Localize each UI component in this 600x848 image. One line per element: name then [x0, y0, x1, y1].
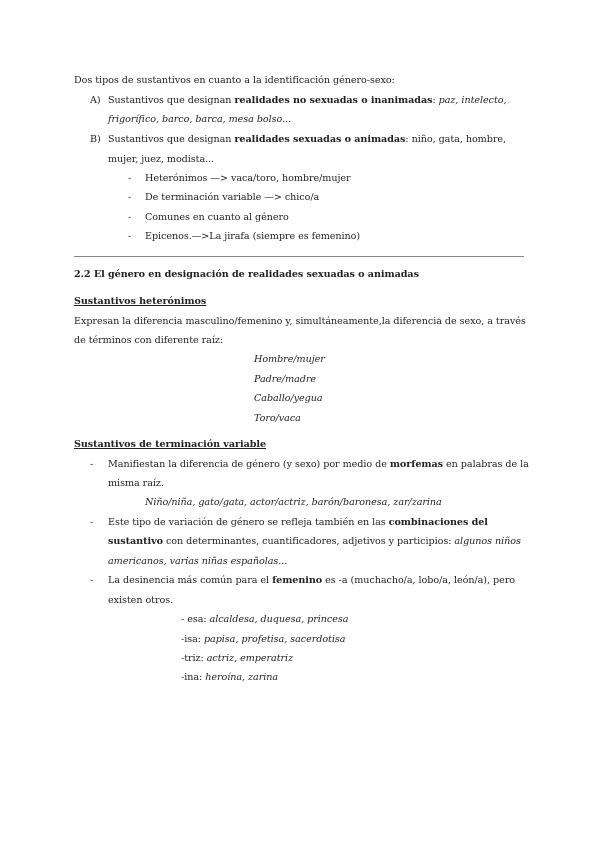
intro-line: Dos tipos de sustantivos en cuanto a la identificación género-sexo: — [74, 75, 395, 86]
variable-bullet-2-cont — [108, 535, 521, 548]
sub-item: Comunes en cuanto al género — [145, 212, 289, 223]
list-item-a-examples-cont: frigorífico, barco, barca, mesa bolso... — [108, 114, 292, 125]
variable-bullet-1-cont: misma raíz. — [108, 478, 164, 489]
suffix-label: -isa: — [181, 634, 204, 645]
sub-item: De terminación variable —> chico/a — [145, 192, 320, 203]
suffix-label: -ina: — [181, 672, 206, 683]
variable-title: Sustantivos de terminación variable — [74, 439, 267, 450]
variable-bullet-3-post: es -a (muchacho/a, lobo/a, león/a), pero — [322, 575, 515, 586]
variable-bullet-2-bold: combinaciones del — [388, 517, 488, 528]
list-item-b — [108, 133, 506, 146]
suffix-label: -triz: — [181, 653, 207, 664]
variable-bullet-3-bold: femenino — [272, 575, 323, 586]
suffix-row — [181, 652, 293, 665]
variable-bullet-1-examples: Niño/niña, gato/gata, actor/actriz, barón/baronesa, zar/zarina — [145, 497, 442, 508]
dash-marker: - — [90, 459, 94, 470]
suffix-row — [181, 613, 348, 626]
heteronimo-example: Caballo/yegua — [254, 393, 323, 404]
variable-bullet-2-pre: Este tipo de variación de género se refleja también en las — [108, 517, 389, 528]
sub-item: Epicenos.—>La jirafa (siempre es femenino) — [145, 231, 361, 242]
variable-bullet-1-pre: Manifiestan la diferencia de género (y sexo) por medio de — [108, 459, 390, 470]
suffix-examples: heroína, zarina — [205, 672, 279, 683]
heteronimo-example: Padre/madre — [254, 374, 317, 385]
suffix-row — [181, 633, 345, 646]
dash-marker: - — [90, 517, 94, 528]
variable-bullet-3 — [108, 574, 515, 587]
dash-marker: - — [128, 173, 132, 184]
suffix-label: - esa: — [181, 614, 210, 625]
list-marker-b: B) — [90, 134, 101, 145]
variable-bullet-3-cont: existen otros. — [108, 595, 174, 606]
suffix-examples: alcaldesa, duquesa, princesa — [209, 614, 349, 625]
list-item-a-colon: : — [432, 95, 439, 106]
section-heading: 2.2 El género en designación de realidades sexuadas o animadas — [74, 269, 419, 280]
list-item-b-pre: Sustantivos que designan — [108, 134, 235, 145]
dash-marker: - — [90, 575, 94, 586]
list-item-a-examples: paz, intelecto, — [438, 95, 507, 106]
dash-marker: - — [128, 212, 132, 223]
sub-item: Heterónimos —> vaca/toro, hombre/mujer — [145, 173, 351, 184]
list-marker-a: A) — [90, 95, 101, 106]
heteronimos-text: Expresan la diferencia masculino/femenino y, simultáneamente,la diferencia de sexo, a través — [74, 316, 526, 327]
list-item-b-bold: realidades sexuadas o animadas — [234, 134, 406, 145]
variable-bullet-1 — [108, 458, 529, 471]
variable-bullet-1-bold: morfemas — [389, 459, 444, 470]
list-item-a — [108, 94, 507, 107]
heteronimos-text-cont: de términos con diferente raíz: — [74, 335, 224, 346]
heteronimos-title: Sustantivos heterónimos — [74, 296, 207, 307]
list-item-b-cont: mujer, juez, modista... — [108, 154, 215, 165]
heteronimo-example: Hombre/mujer — [254, 354, 325, 365]
variable-bullet-1-post: en palabras de la — [443, 459, 529, 470]
list-item-a-bold: realidades no sexuadas o inanimadas — [234, 95, 433, 106]
suffix-examples: actriz, emperatriz — [206, 653, 294, 664]
heteronimo-example: Toro/vaca — [254, 413, 301, 424]
variable-bullet-2-mid: con determinantes, cuantificadores, adjetivos y participios: — [162, 536, 455, 547]
suffix-examples: papisa, profetisa, sacerdotisa — [203, 634, 346, 645]
dash-marker: - — [128, 192, 132, 203]
dash-marker: - — [128, 231, 132, 242]
suffix-row — [181, 671, 278, 684]
variable-bullet-3-pre: La desinencia más común para el — [108, 575, 273, 586]
variable-bullet-2 — [108, 516, 488, 529]
horizontal-divider — [74, 256, 524, 257]
variable-bullet-2-bold-cont: sustantivo — [108, 536, 163, 547]
variable-bullet-2-italic: algunos niños — [454, 536, 521, 547]
list-item-a-pre: Sustantivos que designan — [108, 95, 235, 106]
variable-bullet-2-italic-cont: americanos, varias niñas españolas... — [108, 556, 288, 567]
list-item-b-post: : niño, gata, hombre, — [405, 134, 506, 145]
